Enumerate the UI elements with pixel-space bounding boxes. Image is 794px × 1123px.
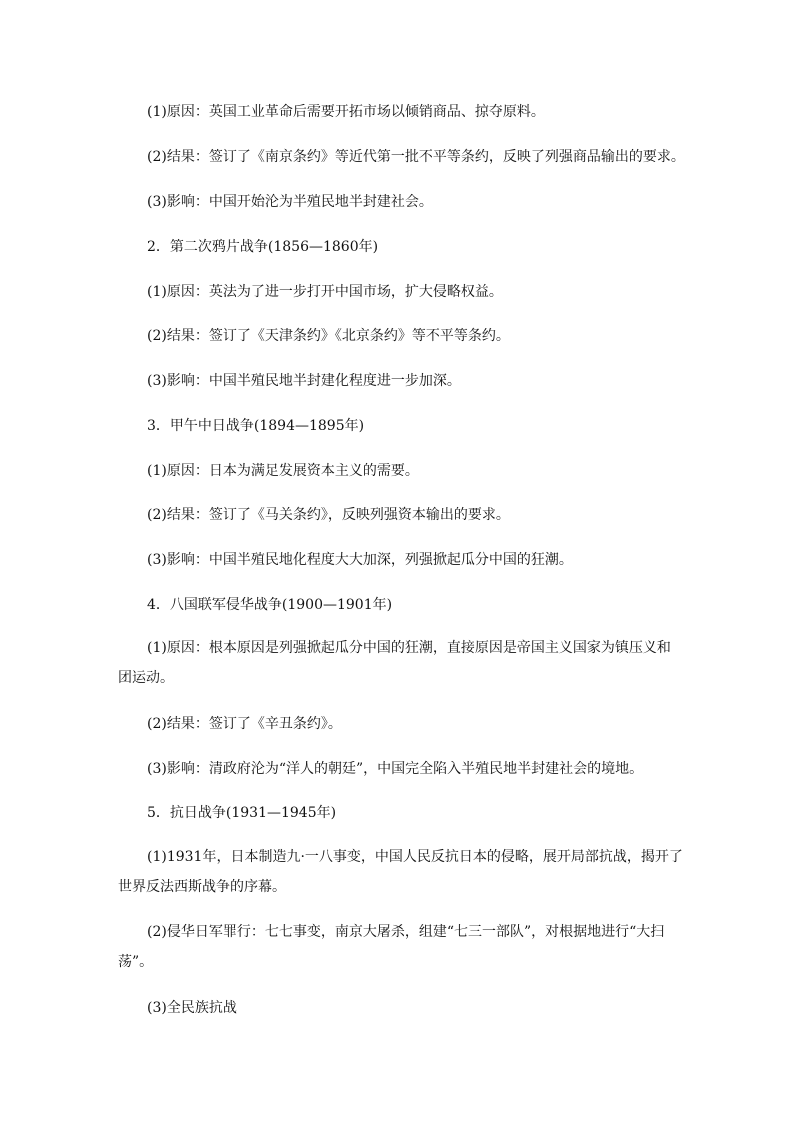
- sino-japanese-war-impact: (3)影响：中国半殖民地化程度大大加深，列强掀起瓜分中国的狂潮。: [147, 552, 573, 568]
- anti-japanese-point3: (3)全民族抗战: [147, 1000, 237, 1016]
- sino-japanese-war-cause: (1)原因：日本为满足发展资本主义的需要。: [147, 463, 419, 479]
- opium-war-1-result: (2)结果：签订了《南京条约》等近代第一批不平等条约，反映了列强商品输出的要求。: [147, 149, 685, 165]
- anti-japanese-point2-line2: 荡”。: [118, 954, 154, 970]
- anti-japanese-point1-line2: 世界反法西斯战争的序幕。: [118, 879, 286, 895]
- section-heading-4: 4．八国联军侵华战争(1900—1901年): [147, 597, 393, 613]
- eight-nation-result: (2)结果：签订了《辛丑条约》。: [147, 716, 342, 732]
- eight-nation-cause-line1: (1)原因：根本原因是列强掀起瓜分中国的狂潮，直接原因是帝国主义国家为镇压义和: [147, 640, 671, 656]
- section-heading-5: 5．抗日战争(1931—1945年): [147, 805, 337, 821]
- section-heading-3: 3．甲午中日战争(1894—1895年): [147, 418, 365, 434]
- anti-japanese-point1-line1: (1)1931年，日本制造九·一八事变，中国人民反抗日本的侵略，展开局部抗战，揭开了: [147, 849, 683, 865]
- anti-japanese-point2-line1: (2)侵华日军罪行：七七事变，南京大屠杀，组建“七三一部队”，对根据地进行“大扫: [147, 924, 665, 940]
- section-heading-2: 2．第二次鸦片战争(1856—1860年): [147, 239, 379, 255]
- opium-war-2-result: (2)结果：签订了《天津条约》《北京条约》等不平等条约。: [147, 328, 510, 344]
- opium-war-2-impact: (3)影响：中国半殖民地半封建化程度进一步加深。: [147, 373, 461, 389]
- eight-nation-impact: (3)影响：清政府沦为“洋人的朝廷”，中国完全陷入半殖民地半封建社会的境地。: [147, 761, 644, 777]
- sino-japanese-war-result: (2)结果：签订了《马关条约》，反映列强资本输出的要求。: [147, 507, 510, 523]
- opium-war-1-cause: (1)原因：英国工业革命后需要开拓市场以倾销商品、掠夺原料。: [147, 104, 545, 120]
- opium-war-1-impact: (3)影响：中国开始沦为半殖民地半封建社会。: [147, 194, 433, 210]
- eight-nation-cause-line2: 团运动。: [118, 670, 174, 686]
- opium-war-2-cause: (1)原因：英法为了进一步打开中国市场，扩大侵略权益。: [147, 284, 503, 300]
